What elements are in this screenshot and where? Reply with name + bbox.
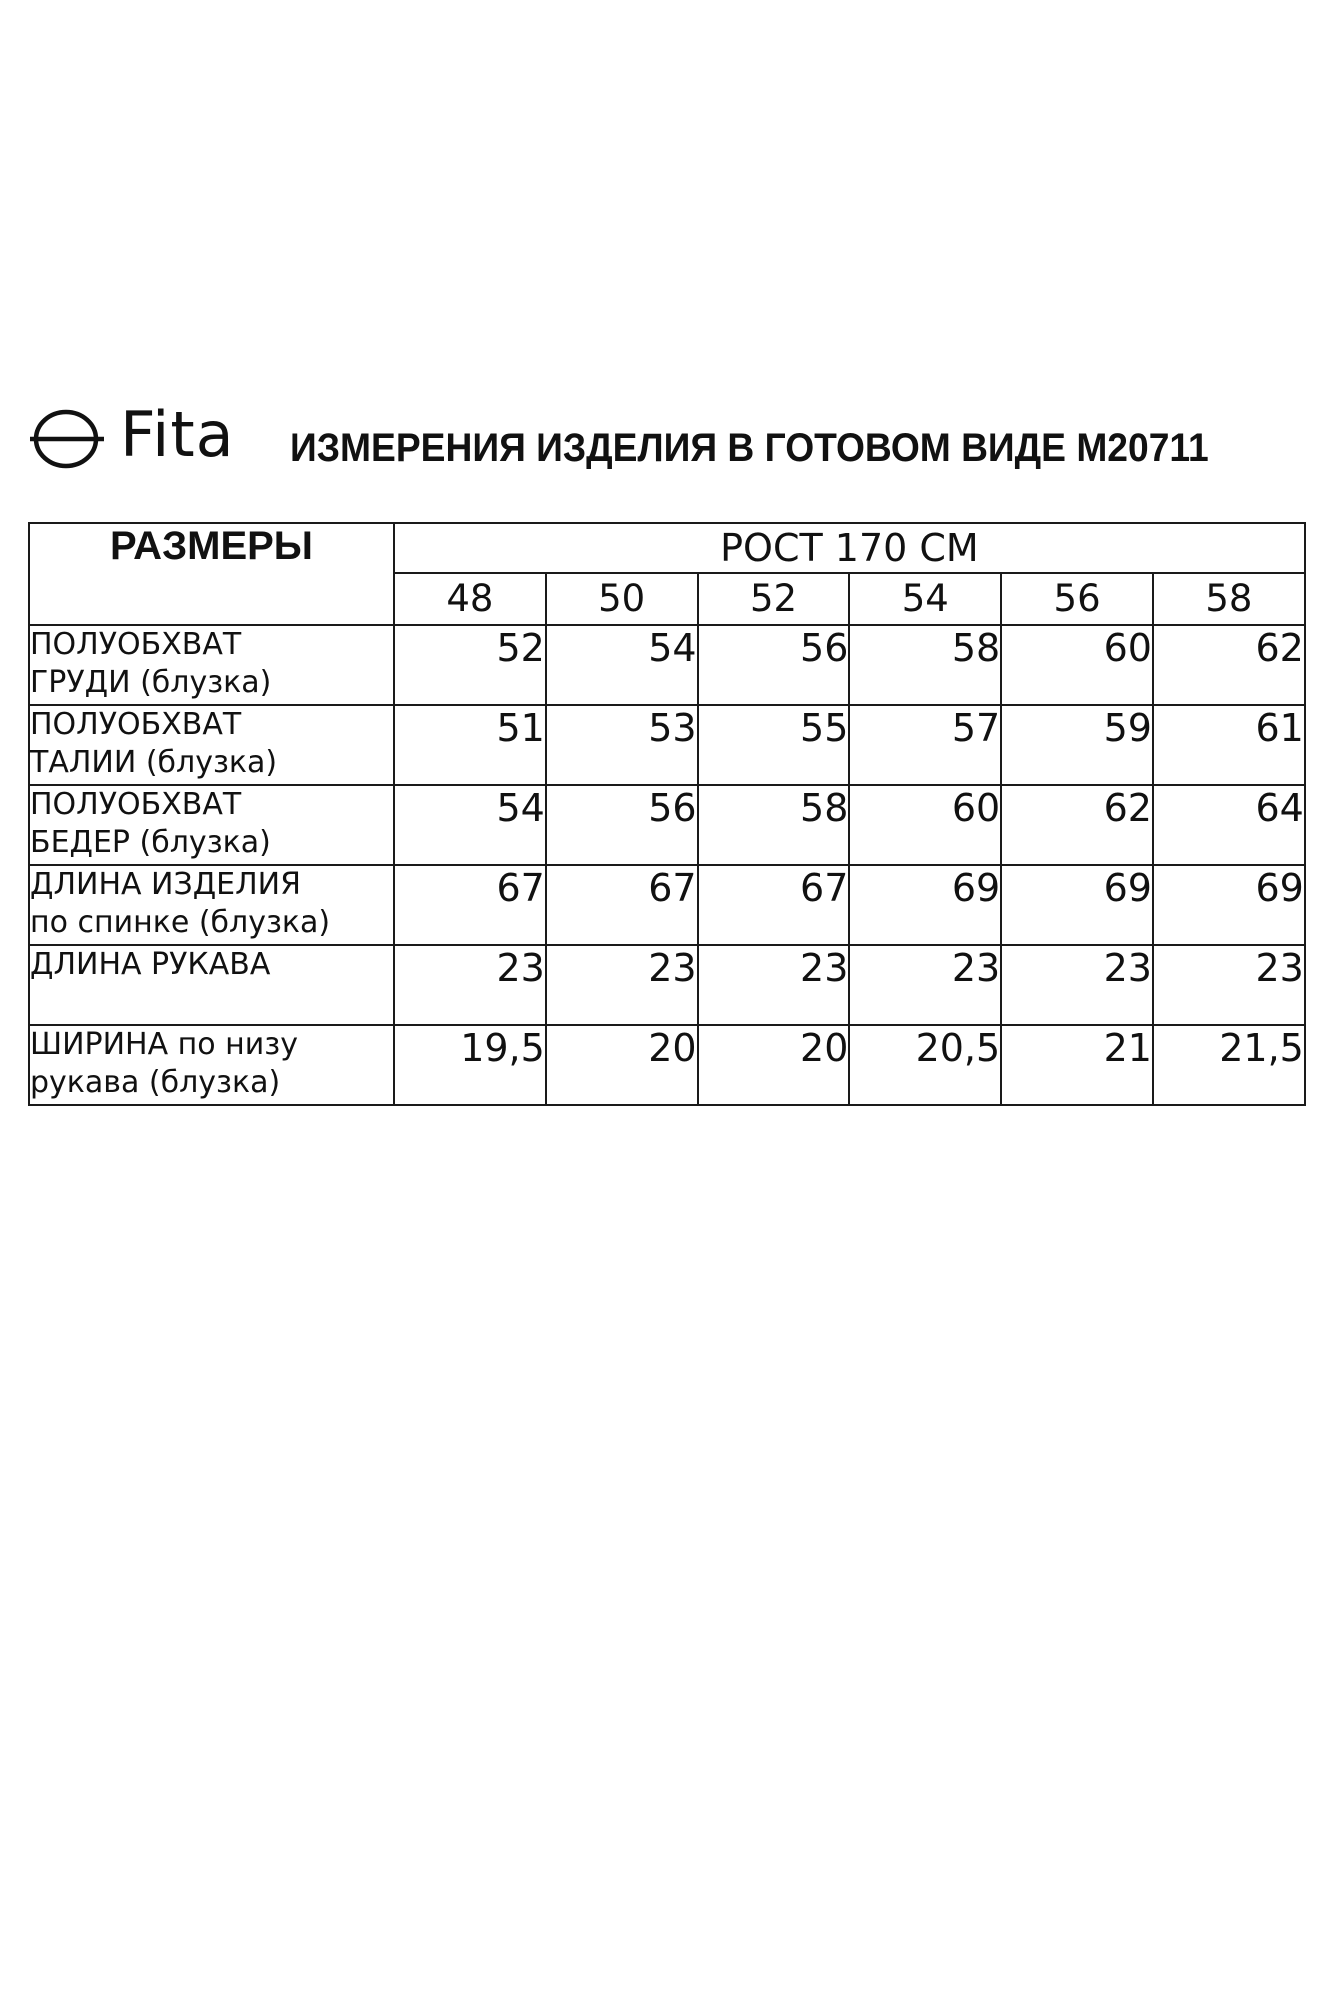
size-column-header: 52 [698, 573, 850, 625]
measurement-label-line: ТАЛИИ (блузка) [30, 745, 278, 780]
measurement-value: 23 [1001, 945, 1153, 1025]
measurement-value: 52 [394, 625, 546, 705]
measurement-label-line: рукава (блузка) [30, 1065, 281, 1100]
measurement-value: 51 [394, 705, 546, 785]
size-column-header: 54 [849, 573, 1001, 625]
measurement-value: 59 [1001, 705, 1153, 785]
size-column-header: 56 [1001, 573, 1153, 625]
table-body [29, 625, 1305, 1105]
fita-logo-icon [28, 402, 108, 472]
measurement-value: 56 [698, 625, 850, 705]
measurement-label-line: БЕДЕР (блузка) [30, 825, 271, 860]
measurement-value: 23 [1153, 945, 1305, 1025]
measurement-value: 23 [849, 945, 1001, 1025]
document-header [28, 396, 1308, 482]
table-row [29, 625, 1305, 705]
measurement-label [29, 865, 394, 945]
measurement-value: 54 [394, 785, 546, 865]
measurement-value: 61 [1153, 705, 1305, 785]
measurement-value: 67 [698, 865, 850, 945]
page-title: ИЗМЕРЕНИЯ ИЗДЕЛИЯ В ГОТОВОМ ВИДЕ М20711 [290, 426, 1209, 470]
measurement-label-line: ПОЛУОБХВАТ [30, 627, 242, 662]
measurement-value: 69 [1153, 865, 1305, 945]
measurement-value: 67 [394, 865, 546, 945]
measurement-value: 20 [546, 1025, 698, 1105]
measurement-value: 57 [849, 705, 1001, 785]
measurement-label-line: ПОЛУОБХВАТ [30, 787, 242, 822]
measurement-value: 64 [1153, 785, 1305, 865]
measurement-value: 60 [849, 785, 1001, 865]
measurement-label-line: по спинке (блузка) [30, 905, 331, 940]
measurement-value: 67 [546, 865, 698, 945]
table-row [29, 705, 1305, 785]
measurement-label [29, 705, 394, 785]
table-row [29, 945, 1305, 1025]
size-column-header: 48 [394, 573, 546, 625]
measurement-value: 20,5 [849, 1025, 1001, 1105]
measurement-value: 23 [698, 945, 850, 1025]
size-chart-table [28, 522, 1306, 1106]
height-header: РОСТ 170 СМ [394, 523, 1305, 573]
measurement-value: 69 [1001, 865, 1153, 945]
measurement-value: 69 [849, 865, 1001, 945]
measurement-label-line: ШИРИНА по низу [30, 1027, 298, 1062]
table-header-row [29, 523, 1305, 573]
measurement-value: 62 [1001, 785, 1153, 865]
measurement-label [29, 945, 394, 1025]
measurement-label [29, 625, 394, 705]
table-row [29, 785, 1305, 865]
sizes-header: РАЗМЕРЫ [29, 523, 394, 625]
measurement-value: 23 [394, 945, 546, 1025]
size-column-header: 58 [1153, 573, 1305, 625]
measurement-value: 23 [546, 945, 698, 1025]
table-row [29, 865, 1305, 945]
measurement-value: 60 [1001, 625, 1153, 705]
table-row [29, 1025, 1305, 1105]
measurement-value: 62 [1153, 625, 1305, 705]
brand-logo [28, 398, 268, 472]
measurement-value: 55 [698, 705, 850, 785]
measurement-label-line: ГРУДИ (блузка) [30, 665, 272, 700]
measurement-label [29, 785, 394, 865]
measurement-label-line: ДЛИНА РУКАВА [30, 947, 271, 982]
measurement-value: 20 [698, 1025, 850, 1105]
measurement-label [29, 1025, 394, 1105]
measurement-label-line: ПОЛУОБХВАТ [30, 707, 242, 742]
measurement-value: 53 [546, 705, 698, 785]
measurement-value: 58 [849, 625, 1001, 705]
measurement-value: 19,5 [394, 1025, 546, 1105]
size-column-header: 50 [546, 573, 698, 625]
measurement-value: 58 [698, 785, 850, 865]
measurement-value: 21 [1001, 1025, 1153, 1105]
measurement-label-line: ДЛИНА ИЗДЕЛИЯ [30, 867, 301, 902]
measurement-value: 54 [546, 625, 698, 705]
brand-name: Fita [120, 398, 235, 471]
measurement-value: 21,5 [1153, 1025, 1305, 1105]
measurement-value: 56 [546, 785, 698, 865]
